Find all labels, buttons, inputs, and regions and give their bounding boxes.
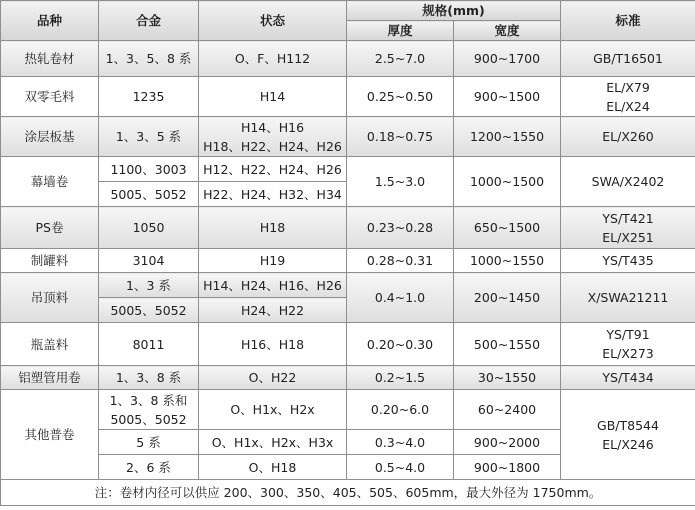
alloy-cell: 5005、5052 xyxy=(99,298,199,323)
width-cell: 900~1700 xyxy=(454,41,561,77)
standard-line: EL/X246 xyxy=(602,436,654,452)
width-cell: 900~2000 xyxy=(454,430,561,455)
note-row xyxy=(1,480,695,506)
temper-cell: O、H1x、H2x xyxy=(199,390,347,430)
temper-cell: H14 xyxy=(199,77,347,117)
thickness-cell: 0.20~6.0 xyxy=(347,390,454,430)
alloy-cell xyxy=(99,390,199,430)
footnote: 注：卷材内径可以供应 200、300、350、405、505、605mm，最大外径为 1750mm。 xyxy=(1,480,695,506)
width-cell: 500~1550 xyxy=(454,323,561,366)
width-cell: 900~1800 xyxy=(454,455,561,480)
alloy-cell: 8011 xyxy=(99,323,199,366)
header-alloy: 合金 xyxy=(99,1,199,41)
product-cell: 其他普卷 xyxy=(1,390,99,480)
temper-cell: O、H1x、H2x、H3x xyxy=(199,430,347,455)
thickness-cell: 0.23~0.28 xyxy=(347,207,454,249)
width-cell: 60~2400 xyxy=(454,390,561,430)
standard-line: YS/T91 xyxy=(606,327,650,342)
width-cell: 1200~1550 xyxy=(454,117,561,157)
width-cell: 30~1550 xyxy=(454,366,561,390)
temper-cell xyxy=(199,117,347,157)
product-cell: 吊顶料 xyxy=(1,273,99,323)
width-cell: 900~1500 xyxy=(454,77,561,117)
standard-line: EL/X79 xyxy=(606,79,650,95)
standard-cell: GB/T16501 xyxy=(561,41,695,77)
header-width: 宽度 xyxy=(454,21,561,41)
thickness-cell: 0.5~4.0 xyxy=(347,455,454,480)
temper-cell: H22、H24、H32、H34 xyxy=(199,182,347,207)
table-row xyxy=(1,41,695,77)
thickness-cell: 2.5~7.0 xyxy=(347,41,454,77)
product-cell: 幕墙卷 xyxy=(1,157,99,207)
standard-cell xyxy=(561,77,695,117)
alloy-cell: 3104 xyxy=(99,249,199,273)
thickness-cell: 0.18~0.75 xyxy=(347,117,454,157)
table-row xyxy=(1,117,695,157)
table-row xyxy=(1,366,695,390)
width-cell: 650~1500 xyxy=(454,207,561,249)
temper-line: H14、H16 xyxy=(240,119,305,135)
standard-cell xyxy=(561,390,695,480)
table-row xyxy=(1,390,695,430)
alloy-cell: 1100、3003 xyxy=(99,157,199,182)
standard-cell: EL/X260 xyxy=(561,117,695,157)
standard-cell: SWA/X2402 xyxy=(561,157,695,207)
width-cell: 1000~1500 xyxy=(454,157,561,207)
temper-cell: H16、H18 xyxy=(199,323,347,366)
standard-line: EL/X251 xyxy=(602,229,654,245)
table-row xyxy=(1,207,695,249)
table-row xyxy=(1,77,695,117)
alloy-cell: 1、3 系 xyxy=(99,273,199,298)
table-row xyxy=(1,323,695,366)
alloy-cell: 2、6 系 xyxy=(99,455,199,480)
temper-cell: H19 xyxy=(199,249,347,273)
thickness-cell: 1.5~3.0 xyxy=(347,157,454,207)
standard-cell: YS/T434 xyxy=(561,366,695,390)
product-cell: 涂层板基 xyxy=(1,117,99,157)
standard-cell: YS/T435 xyxy=(561,249,695,273)
table-row xyxy=(1,249,695,273)
temper-cell: H18 xyxy=(199,207,347,249)
product-cell: 制罐料 xyxy=(1,249,99,273)
header-product: 品种 xyxy=(1,1,99,41)
product-cell: 铝塑管用卷 xyxy=(1,366,99,390)
standard-line: YS/T421 xyxy=(602,210,654,226)
standard-line: EL/X24 xyxy=(606,98,650,114)
table-row xyxy=(1,157,695,182)
alloy-cell: 1235 xyxy=(99,77,199,117)
alloy-cell: 1、3、8 系 xyxy=(99,366,199,390)
thickness-cell: 0.20~0.30 xyxy=(347,323,454,366)
standard-cell xyxy=(561,323,695,366)
temper-cell: O、F、H112 xyxy=(199,41,347,77)
temper-line: H18、H22、H24、H26 xyxy=(203,138,342,154)
alloy-cell: 5005、5052 xyxy=(99,182,199,207)
temper-cell: O、H18 xyxy=(199,455,347,480)
temper-cell: H12、H22、H24、H26 xyxy=(199,157,347,182)
thickness-cell: 0.25~0.50 xyxy=(347,77,454,117)
width-cell: 200~1450 xyxy=(454,273,561,323)
width-cell: 1000~1550 xyxy=(454,249,561,273)
header-temper: 状态 xyxy=(199,1,347,41)
thickness-cell: 0.28~0.31 xyxy=(347,249,454,273)
thickness-cell: 0.3~4.0 xyxy=(347,430,454,455)
temper-cell: O、H22 xyxy=(199,366,347,390)
standard-cell: X/SWA21211 xyxy=(561,273,695,323)
standard-line: EL/X273 xyxy=(602,346,654,361)
table-row xyxy=(1,273,695,298)
product-cell: PS卷 xyxy=(1,207,99,249)
product-cell: 热轧卷材 xyxy=(1,41,99,77)
product-cell: 双零毛料 xyxy=(1,77,99,117)
product-cell: 瓶盖料 xyxy=(1,323,99,366)
alloy-cell: 5 系 xyxy=(99,430,199,455)
header-thickness: 厚度 xyxy=(347,21,454,41)
alloy-line: 1、3、8 系和 xyxy=(109,392,188,408)
thickness-cell: 0.2~1.5 xyxy=(347,366,454,390)
temper-cell: H24、H22 xyxy=(199,298,347,323)
standard-line: GB/T8544 xyxy=(597,417,659,433)
alloy-cell: 1050 xyxy=(99,207,199,249)
header-spec: 规格(mm) xyxy=(347,1,561,21)
alloy-cell: 1、3、5、8 系 xyxy=(99,41,199,77)
standard-cell xyxy=(561,207,695,249)
header-row xyxy=(1,1,695,21)
thickness-cell: 0.4~1.0 xyxy=(347,273,454,323)
alloy-cell: 1、3、5 系 xyxy=(99,117,199,157)
header-standard: 标准 xyxy=(561,1,695,41)
alloy-line: 5005、5052 xyxy=(110,411,187,427)
temper-cell: H14、H24、H16、H26 xyxy=(199,273,347,298)
